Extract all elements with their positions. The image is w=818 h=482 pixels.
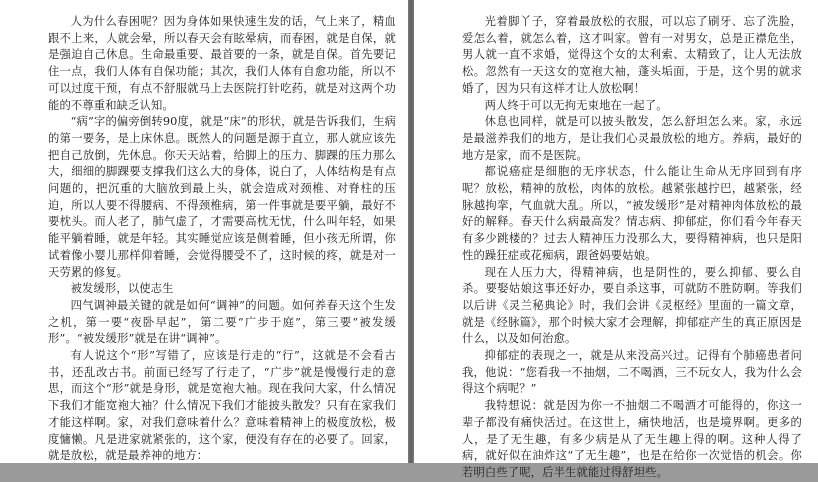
paragraph: 都说癌症是细胞的无序状态，什么能让生命从无序回到有序呢？放松，精神的放松，肉体的放松。越紧张越拧巴，越紧张，经脉越拘挛，气血就大乱。所以，“被发缓形”是对精神肉体放松的最好的解释。春天什么病最高发？情志病、抑郁症，你们看今年春天有多少跳楼的？过去人精神压力没那么大，要得精神病，也只是阳性的躁狂症或花痴病，跟爸妈要姑娘。 — [462, 165, 802, 262]
left-page — [0, 0, 408, 463]
section-heading: 被发缓形，以使志生 — [70, 282, 174, 296]
paragraph: 现在人压力大，得精神病，也是阴性的，要么抑郁、要么自杀。要娶姑娘这事还好办，要自杀这事，可就防不胜防啊。等我们以后讲《灵兰秘典论》时，我们会讲《灵枢经》里面的一篇文章，就是《经脉篇》，那个时候大家才会理解，抑郁症产生的真正原因是什么，以及如何治愈。 — [462, 265, 802, 346]
paragraph: 我特想说：就是因为你一不抽烟二不喝酒才可能得的，你这一辈子都没有痛快活过。在这世上，痛快地活，也是境界啊。更多的人，是了无生趣，有多少病是从了无生趣上得的啊。这种人得了病，就好似在油炸这“了无生趣”，也是在给你一次觉悟的机会。你若明白些了呢，后半生就能过得舒坦些。 — [462, 399, 802, 479]
paragraph: 人为什么春困呢？因为身体如果快速生发的话，气上来了，精血跟不上来，人就会晕，所以春天会有眩晕病，而春困，就是自保，就是强迫自己休息。生命最重要、最首要的一条，就是自保。首先要记住一点，我们人体有自保功能；其次，我们人体有自愈功能，所以不可以过度干预，有点不舒服就马上去医院打针吃药，就是对这两个功能的不尊重和缺乏认知。 — [48, 15, 396, 112]
paragraph: 两人终于可以无拘无束地在一起了。 — [484, 98, 668, 112]
paragraph: “病”字的偏旁倒转90度，就是“床”的形状，就是告诉我们，生病的第一要务，是上床休息。既然人的问题是源于直立，那人就应该先把自己放倒，先休息。你天天站着，给脚上的压力、脚踝的压力那么大，细细的脚踝要支撑我们这么大的身体，说白了，人体结构是有点问题的，把沉重的大脑放到最上头，就会造成对颈椎、对脊柱的压迫，所以人要不得腰病、不得颈椎病，第一件事就是要平躺，最好不要枕头。而人老了，肺气虚了，才需要高枕无忧，什么叫年轻，如果能平躺着睡，就是年轻。其实睡觉应该是侧着睡，但小孩无所谓，你试着像小婴儿那样仰着睡，会觉得腰受不了，这时候的疼，就是对一天劳累的修复。 — [48, 115, 396, 279]
right-page — [414, 0, 818, 479]
paragraph: 抑郁症的表现之一，就是从来没高兴过。记得有个肺癌患者问我，他说：“您看我一不抽烟，二不喝酒，三不玩女人，我为什么会得这个病呢？” — [462, 349, 802, 396]
paragraph: 四气调神最关键的就是如何“调神”的问题。如何养春天这个生发之机，第一要“夜卧早起”，第二要“广步于庭”，第三要“被发缓形”。“被发缓形”就是在讲“调神”。 — [48, 298, 396, 346]
paragraph: 光着脚丫子，穿着最放松的衣服，可以忘了刷牙、忘了洗脸，爱怎么着，就怎么着，这才叫家。曾有一对男女，总是正襟危坐，男人就一直不求婚，觉得这个女的太利索、太精致了，让人无法放松。忽然有一天这女的宽袍大袖，蓬头垢面，于是，这个男的就求婚了，因为只有这样才让人放松啊！ — [462, 15, 802, 95]
paragraph: 有人说这个“形”写错了，应该是行走的“行”，这就是不会看古书，还乱改古书。前面已经写了行走了，“广步”就是慢慢行走的意思，而这个“形”就是身形，就是宽袍大袖。现在我问大家，什么情况下我们才能宽袍大袖？什么情况下我们才能披头散发？只有在家我们才能这样啊。家，对我们意味着什么？意味着精神上的极度放松，极度慵懒。凡是进家就紧张的，这个家，便没有存在的必要了。回家，就是放松，就是最养神的地方： — [48, 349, 396, 463]
paragraph: 休息也同样，就是可以披头散发，怎么舒坦怎么来。家，永远是最滋养我们的地方，是让我们心灵最放松的地方。养病，最好的地方是家，而不是医院。 — [462, 115, 802, 162]
